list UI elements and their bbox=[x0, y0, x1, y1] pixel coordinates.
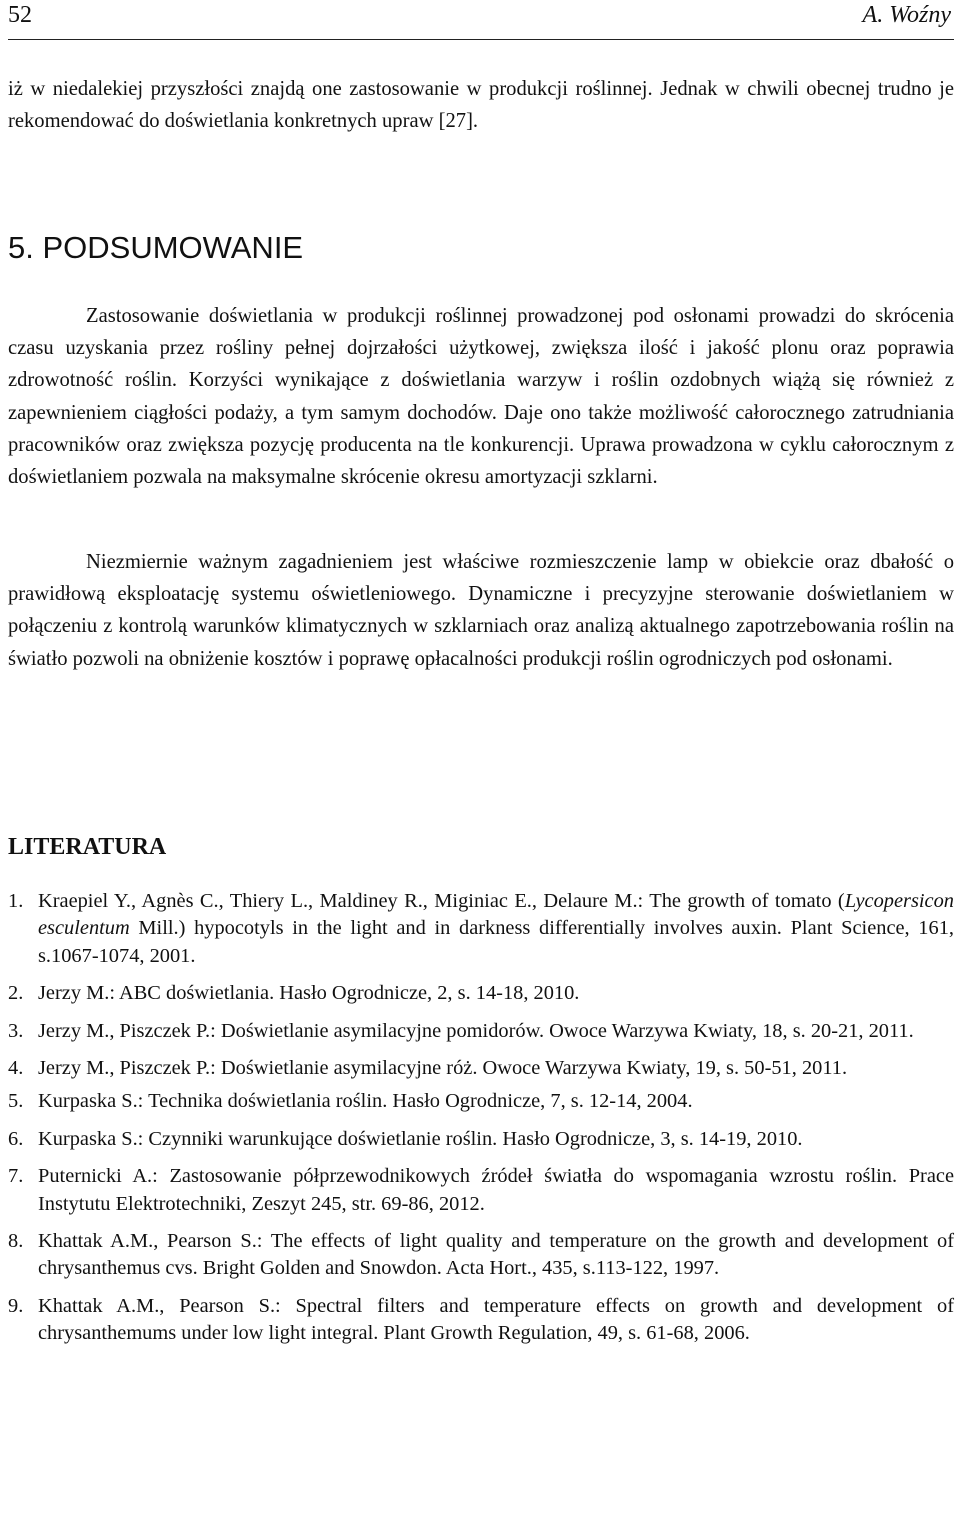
reference-text: Jerzy M.: ABC doświetlania. Hasło Ogrodnicze, 2, s. 14-18, 2010. bbox=[38, 982, 580, 1005]
reference-item bbox=[8, 1055, 954, 1082]
reference-number: 6. bbox=[8, 1127, 24, 1150]
reference-item bbox=[8, 1293, 954, 1348]
reference-item bbox=[8, 888, 954, 970]
reference-text: Khattak A.M., Pearson S.: The effects of light quality and temperature on the growth and development of chrysanthemus cvs. Bright Golden and Snowdon. Acta Hort., 435, s.113-122, 1997. bbox=[38, 1230, 954, 1280]
reference-item bbox=[8, 1163, 954, 1218]
reference-number: 2. bbox=[8, 982, 24, 1005]
reference-text: Khattak A.M., Pearson S.: Spectral filters and temperature effects on growth and development of chrysanthemums under low light integral. Plant Growth Regulation, 49, s. 61-68, 2006. bbox=[38, 1294, 954, 1345]
reference-text: Jerzy M., Piszczek P.: Doświetlanie asymilacyjne pomidorów. Owoce Warzywa Kwiaty, 18, s. 20-21, 2011. bbox=[38, 1019, 914, 1042]
reference-list bbox=[8, 888, 954, 1358]
page-number: 52 bbox=[8, 2, 32, 28]
reference-text-after: Mill.) hypocotyls in the light and in darkness differentially involves auxin. Plant Science, 161, s.1067-1074, 2001. bbox=[38, 917, 954, 967]
literature-title: LITERATURA bbox=[8, 834, 167, 860]
reference-text: Puternicki A.: Zastosowanie półprzewodnikowych źródeł światła do wspomagania wzrostu roślin. Prace Instytutu Elektrotechniki, Zeszyt 245, str. 69-86, 2012. bbox=[38, 1165, 954, 1215]
header-rule bbox=[8, 39, 954, 40]
reference-text: Jerzy M., Piszczek P.: Doświetlanie asymilacyjne róż. Owoce Warzywa Kwiaty, 19, s. 50-51, 2011. bbox=[38, 1057, 848, 1080]
species-name: Lycopersicon esculentum bbox=[38, 890, 954, 940]
reference-number: 5. bbox=[8, 1090, 24, 1113]
running-author: A. Woźny bbox=[862, 2, 951, 28]
reference-number: 3. bbox=[8, 1019, 24, 1042]
intro-paragraph: iż w niedalekiej przyszłości znajdą one zastosowanie w produkcji roślinnej. Jednak w chwili obecnej trudno je rekomendować do doświetlania konkretnych upraw [27]. bbox=[8, 78, 954, 133]
reference-text: Kurpaska S.: Technika doświetlania roślin. Hasło Ogrodnicze, 7, s. 12-14, 2004. bbox=[38, 1090, 693, 1113]
reference-number: 1. bbox=[8, 890, 24, 912]
reference-number: 4. bbox=[8, 1057, 24, 1080]
reference-item bbox=[8, 1088, 954, 1115]
reference-item bbox=[8, 1018, 954, 1045]
reference-text-before: Kraepiel Y., Agnès C., Thiery L., Maldiney R., Miginiac E., Delaure M.: The growth of tomato ( bbox=[38, 890, 845, 912]
reference-number: 7. bbox=[8, 1165, 24, 1188]
reference-text: Kurpaska S.: Czynniki warunkujące doświetlanie roślin. Hasło Ogrodnicze, 3, s. 14-19, 2010. bbox=[38, 1127, 803, 1150]
section-title: 5. PODSUMOWANIE bbox=[8, 230, 304, 265]
reference-item bbox=[8, 980, 954, 1007]
summary-paragraph-2: Niezmiernie ważnym zagadnieniem jest właściwe rozmieszczenie lamp w obiekcie oraz dbałość o prawidłową eksploatację systemu oświetleniowego. Dynamiczne i precyzyjne sterowanie doświetlaniem w połączeniu z kontrolą warunków klimatycznych w szklarniach oraz analizą aktualnego zapotrzebowania roślin na światło pozwoli na obniżenie kosztów i poprawę opłacalności produkcji roślin ogrodniczych pod osłonami. bbox=[8, 551, 954, 670]
reference-number: 9. bbox=[8, 1294, 24, 1317]
reference-number: 8. bbox=[8, 1230, 24, 1253]
reference-item bbox=[8, 1228, 954, 1283]
summary-paragraph-1: Zastosowanie doświetlania w produkcji roślinnej prowadzonej pod osłonami prowadzi do skrócenia czasu uzyskania przez rośliny pełnej dojrzałości użytkowej, zwiększa ilość i jakość plonu oraz poprawia zdrowotność roślin. Korzyści wynikające z doświetlania warzyw i roślin ozdobnych wiążą się również z zapewnieniem ciągłości podaży, a tym samym dochodów. Daje ono także możliwość całorocznego zatrudniania pracowników oraz zwiększa pozycję producenta na tle konkurencji. Uprawa prowadzona w cyklu całorocznym z doświetlaniem pozwala na maksymalne skrócenie okresu amortyzacji szklarni. bbox=[8, 305, 954, 489]
reference-item bbox=[8, 1126, 954, 1153]
